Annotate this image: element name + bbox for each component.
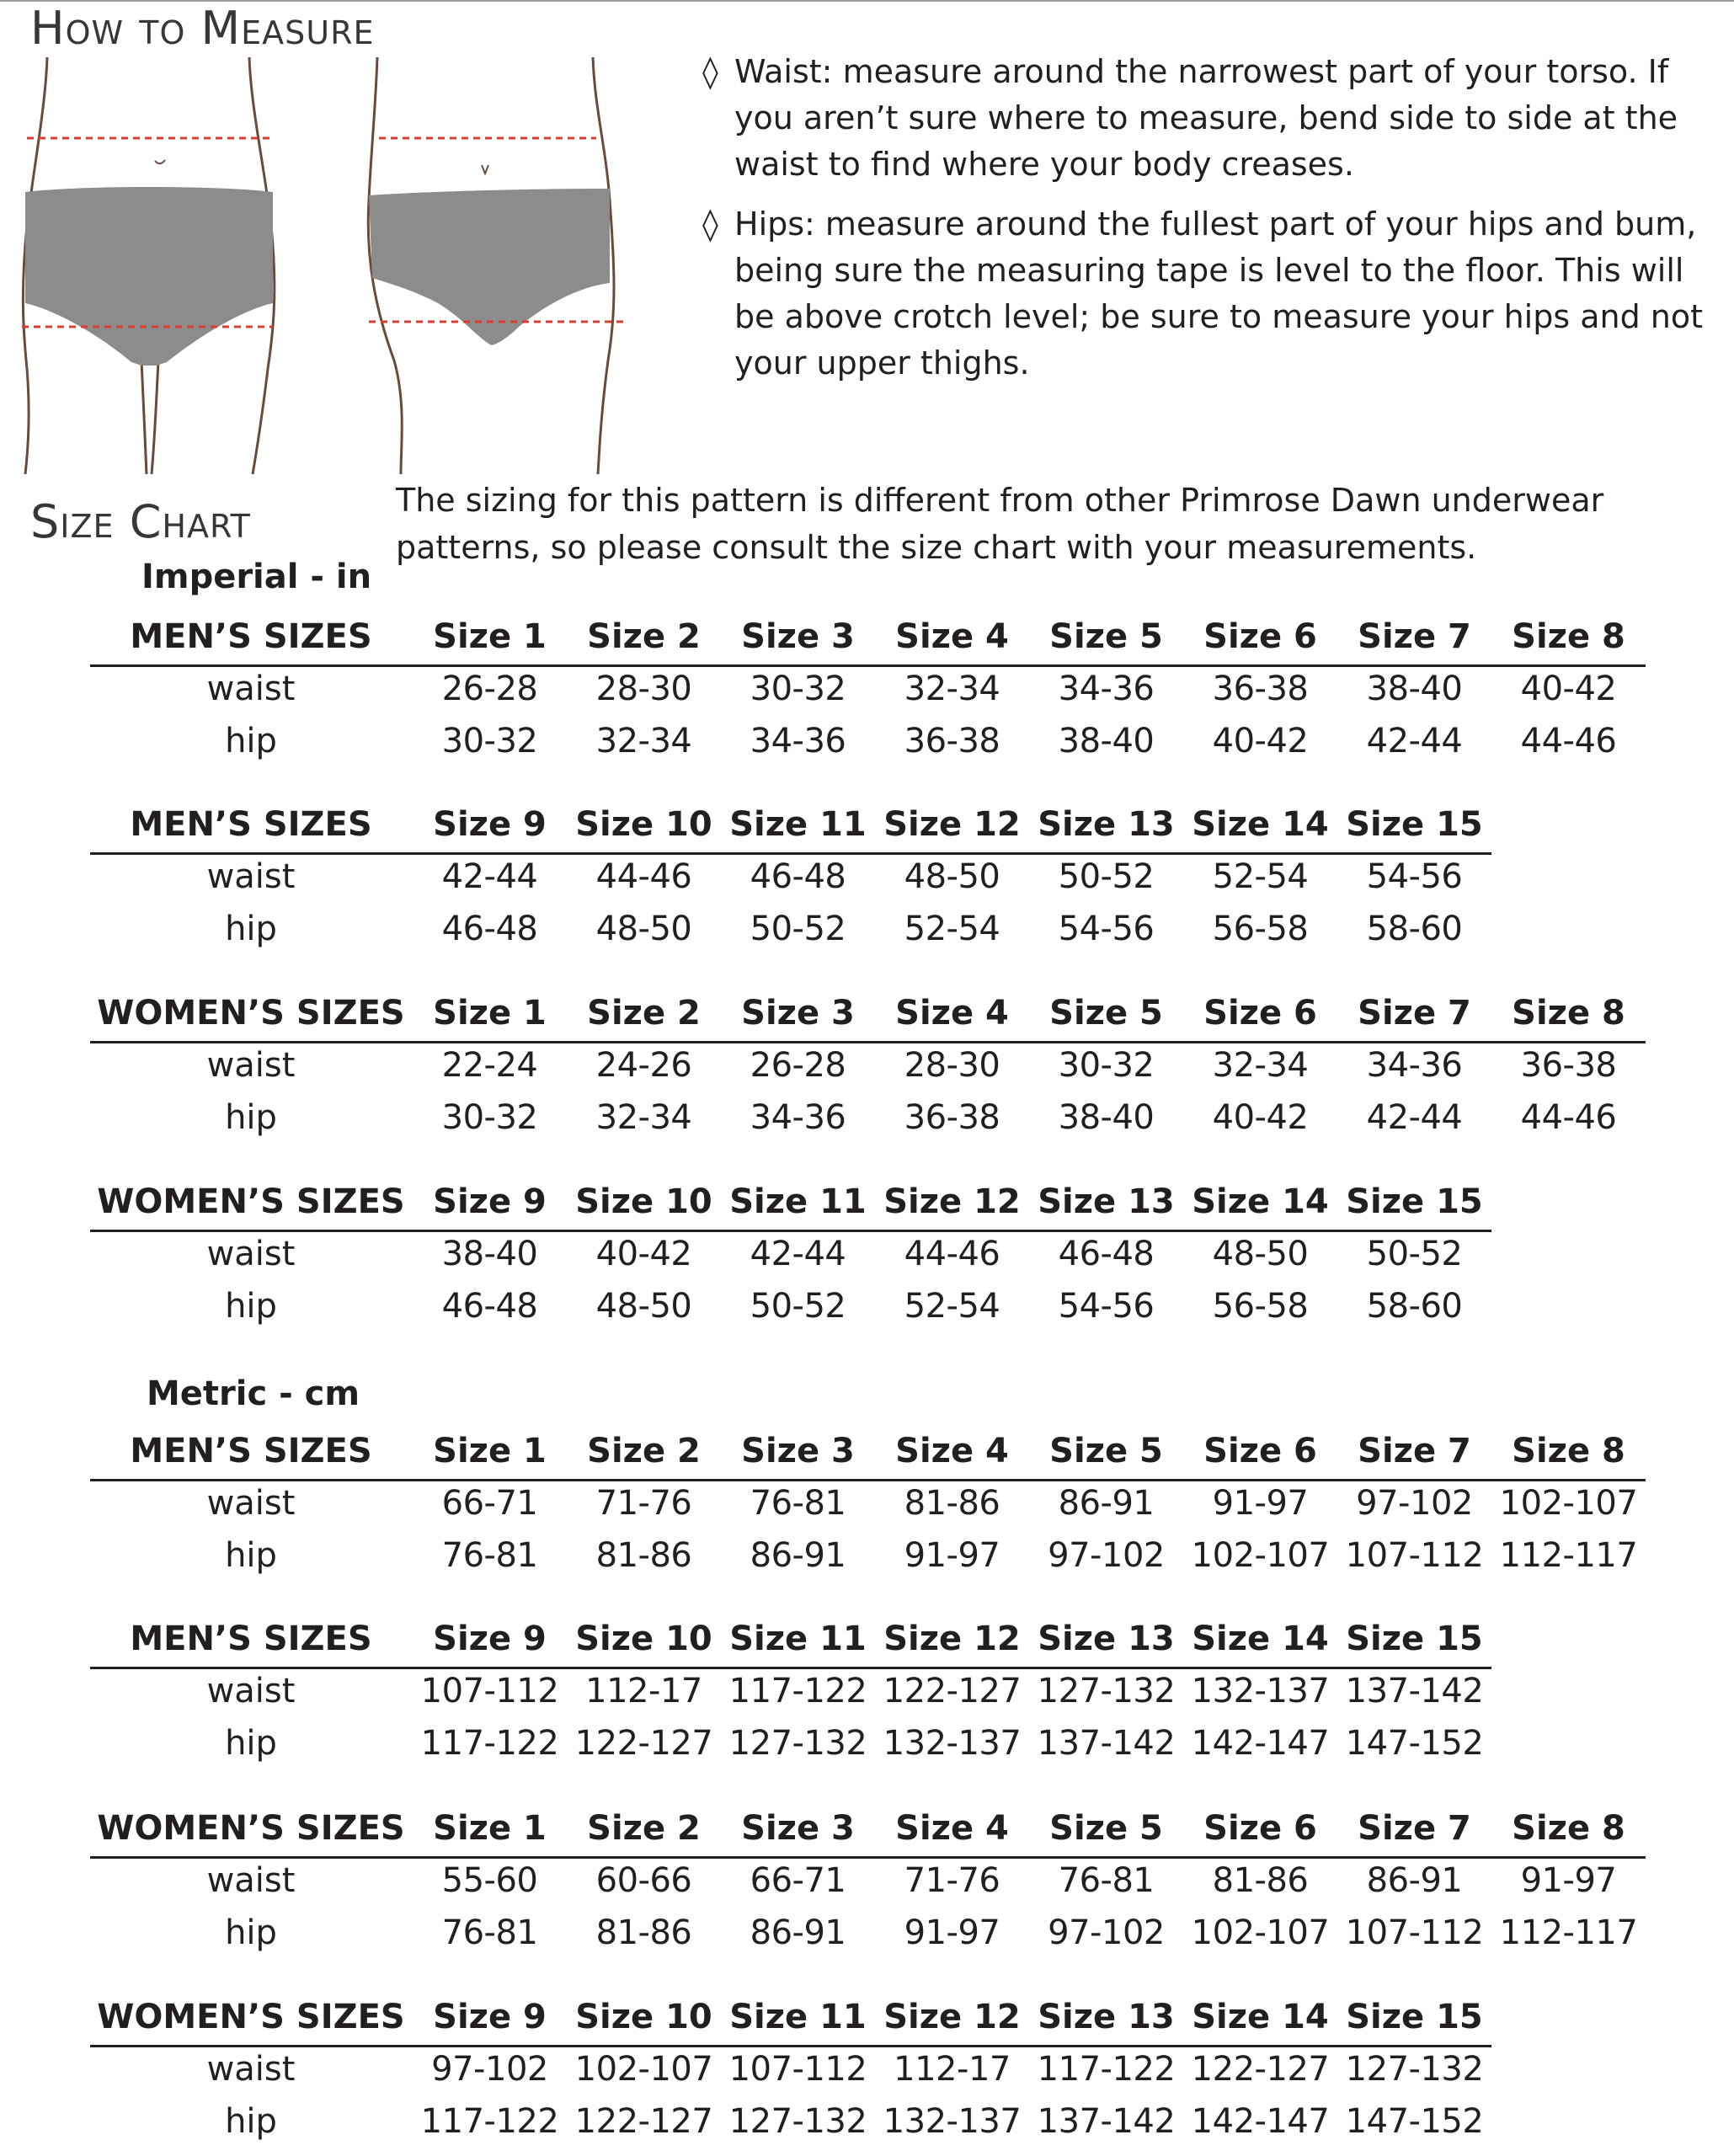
measurement-value: 34-36 bbox=[750, 722, 846, 760]
size-column-header: Size 6 bbox=[1203, 1809, 1317, 1848]
measurement-label: waist bbox=[206, 670, 296, 708]
measurement-value: 122-127 bbox=[574, 2102, 713, 2141]
size-table-header bbox=[0, 798, 1734, 851]
measurement-value: 112-17 bbox=[894, 2050, 1011, 2089]
measurement-value: 102-107 bbox=[1191, 1536, 1330, 1575]
measurement-value: 107-112 bbox=[1345, 1536, 1484, 1575]
size-column-header: Size 13 bbox=[1038, 1182, 1175, 1221]
measurement-value: 122-127 bbox=[1191, 2050, 1330, 2089]
size-column-header: Size 14 bbox=[1192, 1998, 1329, 2036]
size-column-header: Size 11 bbox=[729, 1998, 867, 2036]
table-row bbox=[0, 1717, 1734, 1769]
size-column-header: Size 2 bbox=[587, 1432, 701, 1470]
size-table-header bbox=[0, 987, 1734, 1039]
size-column-header: Size 12 bbox=[883, 805, 1021, 844]
size-column-header: Size 9 bbox=[433, 1182, 547, 1221]
diamond-bullet-icon: ◊ bbox=[702, 205, 718, 243]
size-column-header: Size 1 bbox=[433, 994, 547, 1033]
size-column-header: Size 15 bbox=[1346, 1998, 1483, 2036]
measurement-value: 127-132 bbox=[728, 1724, 867, 1763]
size-column-header: Size 3 bbox=[741, 994, 855, 1033]
size-column-header: Size 5 bbox=[1049, 994, 1163, 1033]
table-row bbox=[0, 715, 1734, 767]
measurement-value: 127-132 bbox=[1037, 1672, 1176, 1710]
size-column-header: Size 11 bbox=[729, 805, 867, 844]
measurement-value: 40-42 bbox=[1212, 1098, 1309, 1137]
measurement-value: 117-122 bbox=[1037, 2050, 1176, 2089]
measurement-label: hip bbox=[225, 1098, 277, 1137]
measurement-value: 142-147 bbox=[1191, 2102, 1330, 2141]
measurement-value: 117-122 bbox=[728, 1672, 867, 1710]
size-column-header: Size 12 bbox=[883, 1182, 1021, 1221]
size-column-header: Size 8 bbox=[1512, 994, 1625, 1033]
measurement-value: 86-91 bbox=[1058, 1484, 1155, 1523]
measurement-value: 34-36 bbox=[1058, 670, 1155, 708]
measurement-value: 52-54 bbox=[1212, 857, 1309, 896]
measurement-value: 97-102 bbox=[1048, 1536, 1165, 1575]
size-column-header: Size 13 bbox=[1038, 1620, 1175, 1658]
measurement-label: waist bbox=[206, 1235, 296, 1273]
size-table-title: MEN’S SIZES bbox=[130, 617, 372, 656]
table-row bbox=[0, 2043, 1734, 2095]
metric-unit-label: Metric - cm bbox=[147, 1374, 360, 1413]
measurement-value: 55-60 bbox=[441, 1861, 538, 1900]
measurement-value: 107-112 bbox=[1345, 1913, 1484, 1952]
measurement-value: 48-50 bbox=[595, 1287, 692, 1326]
measurement-value: 38-40 bbox=[1058, 722, 1155, 760]
measurement-value: 42-44 bbox=[1366, 1098, 1463, 1137]
measurement-value: 76-81 bbox=[441, 1913, 538, 1952]
measurement-label: hip bbox=[225, 1724, 277, 1763]
measurement-value: 107-112 bbox=[728, 2050, 867, 2089]
size-column-header: Size 6 bbox=[1203, 994, 1317, 1033]
size-column-header: Size 13 bbox=[1038, 805, 1175, 844]
measurement-value: 91-97 bbox=[1212, 1484, 1309, 1523]
measurement-value: 48-50 bbox=[1212, 1235, 1309, 1273]
measurement-value: 91-97 bbox=[1520, 1861, 1617, 1900]
size-table-header bbox=[0, 1613, 1734, 1665]
measurement-instructions bbox=[702, 49, 1721, 400]
hips-instruction bbox=[702, 201, 1721, 387]
measurement-value: 137-142 bbox=[1037, 2102, 1176, 2141]
measurement-value: 32-34 bbox=[595, 722, 692, 760]
measurement-value: 44-46 bbox=[1520, 1098, 1617, 1137]
size-column-header: Size 4 bbox=[895, 1432, 1009, 1470]
measurement-value: 76-81 bbox=[441, 1536, 538, 1575]
measurement-value: 107-112 bbox=[420, 1672, 559, 1710]
measurement-value: 34-36 bbox=[1366, 1046, 1463, 1085]
size-column-header: Size 8 bbox=[1512, 1432, 1625, 1470]
measurement-value: 127-132 bbox=[728, 2102, 867, 2141]
measurement-label: waist bbox=[206, 1484, 296, 1523]
measurement-value: 24-26 bbox=[595, 1046, 692, 1085]
measurement-value: 32-34 bbox=[595, 1098, 692, 1137]
measurement-value: 30-32 bbox=[1058, 1046, 1155, 1085]
measurement-value: 66-71 bbox=[441, 1484, 538, 1523]
table-row bbox=[0, 1529, 1734, 1582]
measurement-value: 132-137 bbox=[1191, 1672, 1330, 1710]
size-column-header: Size 7 bbox=[1358, 1432, 1471, 1470]
measurement-value: 38-40 bbox=[441, 1235, 538, 1273]
measurement-value: 34-36 bbox=[750, 1098, 846, 1137]
measurement-label: hip bbox=[225, 1536, 277, 1575]
size-column-header: Size 4 bbox=[895, 1809, 1009, 1848]
measurement-label: waist bbox=[206, 2050, 296, 2089]
measurement-value: 102-107 bbox=[1191, 1913, 1330, 1952]
measurement-value: 50-52 bbox=[750, 1287, 846, 1326]
measurement-value: 112-117 bbox=[1499, 1913, 1638, 1952]
measurement-value: 97-102 bbox=[431, 2050, 548, 2089]
measurement-value: 22-24 bbox=[441, 1046, 538, 1085]
measurement-value: 54-56 bbox=[1366, 857, 1463, 896]
measurement-value: 42-44 bbox=[441, 857, 538, 896]
measurement-value: 52-54 bbox=[904, 1287, 1000, 1326]
measurement-value: 40-42 bbox=[1212, 722, 1309, 760]
measurement-label: hip bbox=[225, 910, 277, 948]
measurement-value: 32-34 bbox=[904, 670, 1000, 708]
size-column-header: Size 9 bbox=[433, 1998, 547, 2036]
measurement-value: 117-122 bbox=[420, 1724, 559, 1763]
measurement-value: 44-46 bbox=[595, 857, 692, 896]
size-column-header: Size 2 bbox=[587, 994, 701, 1033]
measurement-value: 52-54 bbox=[904, 910, 1000, 948]
size-column-header: Size 10 bbox=[575, 1182, 712, 1221]
table-row bbox=[0, 1039, 1734, 1091]
size-column-header: Size 10 bbox=[575, 1998, 712, 2036]
size-column-header: Size 1 bbox=[433, 1809, 547, 1848]
size-column-header: Size 8 bbox=[1512, 617, 1625, 656]
measurement-value: 60-66 bbox=[595, 1861, 692, 1900]
table-row bbox=[0, 851, 1734, 903]
size-table-header bbox=[0, 1425, 1734, 1477]
measurement-value: 48-50 bbox=[904, 857, 1000, 896]
measurement-value: 127-132 bbox=[1345, 2050, 1484, 2089]
size-column-header: Size 14 bbox=[1192, 805, 1329, 844]
measurement-value: 91-97 bbox=[904, 1913, 1000, 1952]
size-column-header: Size 15 bbox=[1346, 1182, 1483, 1221]
size-column-header: Size 13 bbox=[1038, 1998, 1175, 2036]
size-chart-title: Size Chart bbox=[30, 495, 251, 548]
measurement-value: 66-71 bbox=[750, 1861, 846, 1900]
measurement-label: waist bbox=[206, 1672, 296, 1710]
size-column-header: Size 3 bbox=[741, 1432, 855, 1470]
measurement-value: 48-50 bbox=[595, 910, 692, 948]
table-row bbox=[0, 903, 1734, 955]
size-table-header bbox=[0, 1802, 1734, 1854]
size-column-header: Size 14 bbox=[1192, 1182, 1329, 1221]
size-column-header: Size 6 bbox=[1203, 1432, 1317, 1470]
measurement-value: 132-137 bbox=[883, 2102, 1022, 2141]
measurement-value: 91-97 bbox=[904, 1536, 1000, 1575]
table-row bbox=[0, 1091, 1734, 1144]
how-to-measure-title: How to Measure bbox=[30, 2, 375, 55]
measurement-value: 142-147 bbox=[1191, 1724, 1330, 1763]
table-row bbox=[0, 1280, 1734, 1332]
size-table-title: WOMEN’S SIZES bbox=[97, 994, 405, 1033]
measurement-value: 112-117 bbox=[1499, 1536, 1638, 1575]
measurement-value: 42-44 bbox=[750, 1235, 846, 1273]
size-column-header: Size 10 bbox=[575, 805, 712, 844]
measurement-value: 76-81 bbox=[750, 1484, 846, 1523]
size-column-header: Size 11 bbox=[729, 1620, 867, 1658]
measurement-value: 50-52 bbox=[750, 910, 846, 948]
table-row bbox=[0, 1228, 1734, 1280]
measurement-value: 26-28 bbox=[750, 1046, 846, 1085]
measurement-value: 30-32 bbox=[441, 1098, 538, 1137]
measurement-value: 102-107 bbox=[1499, 1484, 1638, 1523]
measurement-value: 122-127 bbox=[883, 1672, 1022, 1710]
measurement-value: 54-56 bbox=[1058, 1287, 1155, 1326]
measurement-value: 76-81 bbox=[1058, 1861, 1155, 1900]
measurement-value: 44-46 bbox=[1520, 722, 1617, 760]
waist-instruction bbox=[702, 49, 1721, 188]
measurement-value: 46-48 bbox=[1058, 1235, 1155, 1273]
imperial-unit-label: Imperial - in bbox=[141, 558, 372, 596]
measurement-value: 147-152 bbox=[1345, 2102, 1484, 2141]
measurement-value: 86-91 bbox=[750, 1913, 846, 1952]
measurement-value: 36-38 bbox=[904, 1098, 1000, 1137]
measurement-value: 56-58 bbox=[1212, 910, 1309, 948]
measurement-value: 81-86 bbox=[1212, 1861, 1309, 1900]
measurement-value: 137-142 bbox=[1037, 1724, 1176, 1763]
measurement-value: 71-76 bbox=[904, 1861, 1000, 1900]
measurement-value: 97-102 bbox=[1356, 1484, 1473, 1523]
measurement-value: 44-46 bbox=[904, 1235, 1000, 1273]
measurement-value: 30-32 bbox=[441, 722, 538, 760]
size-column-header: Size 5 bbox=[1049, 1432, 1163, 1470]
size-column-header: Size 11 bbox=[729, 1182, 867, 1221]
back-body-illustration bbox=[354, 57, 640, 482]
diamond-bullet-icon: ◊ bbox=[702, 53, 718, 90]
measurement-label: hip bbox=[225, 1913, 277, 1952]
size-table-title: WOMEN’S SIZES bbox=[97, 1809, 405, 1848]
measurement-value: 81-86 bbox=[904, 1484, 1000, 1523]
measurement-label: waist bbox=[206, 1861, 296, 1900]
measurement-value: 86-91 bbox=[1366, 1861, 1463, 1900]
measurement-value: 26-28 bbox=[441, 670, 538, 708]
size-table-header bbox=[0, 611, 1734, 663]
measurement-value: 56-58 bbox=[1212, 1287, 1309, 1326]
measurement-value: 122-127 bbox=[574, 1724, 713, 1763]
measurement-label: waist bbox=[206, 857, 296, 896]
front-body-illustration bbox=[15, 57, 285, 482]
table-row bbox=[0, 1665, 1734, 1717]
measurement-label: hip bbox=[225, 722, 277, 760]
measurement-value: 46-48 bbox=[441, 1287, 538, 1326]
measurement-value: 36-38 bbox=[904, 722, 1000, 760]
size-column-header: Size 5 bbox=[1049, 1809, 1163, 1848]
measurement-label: hip bbox=[225, 2102, 277, 2141]
measurement-value: 28-30 bbox=[904, 1046, 1000, 1085]
measurement-value: 102-107 bbox=[574, 2050, 713, 2089]
measurement-value: 50-52 bbox=[1366, 1235, 1463, 1273]
measurement-value: 36-38 bbox=[1212, 670, 1309, 708]
size-column-header: Size 2 bbox=[587, 617, 701, 656]
table-row bbox=[0, 1907, 1734, 1959]
measurement-value: 28-30 bbox=[595, 670, 692, 708]
size-column-header: Size 7 bbox=[1358, 617, 1471, 656]
measurement-value: 117-122 bbox=[420, 2102, 559, 2141]
measurement-value: 71-76 bbox=[595, 1484, 692, 1523]
size-column-header: Size 12 bbox=[883, 1998, 1021, 2036]
measurement-value: 46-48 bbox=[750, 857, 846, 896]
measurement-value: 86-91 bbox=[750, 1536, 846, 1575]
measurement-value: 32-34 bbox=[1212, 1046, 1309, 1085]
table-row bbox=[0, 2095, 1734, 2148]
size-column-header: Size 3 bbox=[741, 617, 855, 656]
size-column-header: Size 5 bbox=[1049, 617, 1163, 656]
measurement-value: 30-32 bbox=[750, 670, 846, 708]
measurement-value: 38-40 bbox=[1366, 670, 1463, 708]
size-column-header: Size 6 bbox=[1203, 617, 1317, 656]
measurement-value: 81-86 bbox=[595, 1536, 692, 1575]
size-column-header: Size 9 bbox=[433, 805, 547, 844]
measurement-value: 50-52 bbox=[1058, 857, 1155, 896]
size-column-header: Size 3 bbox=[741, 1809, 855, 1848]
size-table-title: WOMEN’S SIZES bbox=[97, 1998, 405, 2036]
size-column-header: Size 2 bbox=[587, 1809, 701, 1848]
measurement-value: 42-44 bbox=[1366, 722, 1463, 760]
size-column-header: Size 9 bbox=[433, 1620, 547, 1658]
measurement-value: 36-38 bbox=[1520, 1046, 1617, 1085]
size-column-header: Size 4 bbox=[895, 994, 1009, 1033]
measurement-value: 54-56 bbox=[1058, 910, 1155, 948]
waist-instruction-text: Waist: measure around the narrowest part of your torso. If you aren’t sure where to measure, bend side to side at the waist to find where your body creases. bbox=[734, 53, 1678, 183]
size-table-title: MEN’S SIZES bbox=[130, 805, 372, 844]
hips-instruction-text: Hips: measure around the fullest part of your hips and bum, being sure the measuring tape is level to the floor. This will be above crotch level; be sure to measure your hips and not your upper thighs. bbox=[734, 205, 1704, 382]
measurement-label: hip bbox=[225, 1287, 277, 1326]
size-table-title: WOMEN’S SIZES bbox=[97, 1182, 405, 1221]
measurement-value: 38-40 bbox=[1058, 1098, 1155, 1137]
table-row bbox=[0, 663, 1734, 715]
measurement-value: 40-42 bbox=[595, 1235, 692, 1273]
size-column-header: Size 15 bbox=[1346, 805, 1483, 844]
size-table-header bbox=[0, 1991, 1734, 2043]
measurement-label: waist bbox=[206, 1046, 296, 1085]
size-column-header: Size 12 bbox=[883, 1620, 1021, 1658]
measurement-value: 58-60 bbox=[1366, 910, 1463, 948]
measurement-value: 81-86 bbox=[595, 1913, 692, 1952]
table-row bbox=[0, 1854, 1734, 1907]
size-table-title: MEN’S SIZES bbox=[130, 1432, 372, 1470]
size-column-header: Size 15 bbox=[1346, 1620, 1483, 1658]
measurement-value: 40-42 bbox=[1520, 670, 1617, 708]
measurement-value: 147-152 bbox=[1345, 1724, 1484, 1763]
size-table-title: MEN’S SIZES bbox=[130, 1620, 372, 1658]
size-column-header: Size 14 bbox=[1192, 1620, 1329, 1658]
measurement-value: 132-137 bbox=[883, 1724, 1022, 1763]
measurement-value: 112-17 bbox=[585, 1672, 702, 1710]
size-column-header: Size 10 bbox=[575, 1620, 712, 1658]
measurement-value: 97-102 bbox=[1048, 1913, 1165, 1952]
size-column-header: Size 8 bbox=[1512, 1809, 1625, 1848]
size-table-header bbox=[0, 1176, 1734, 1228]
measurement-value: 46-48 bbox=[441, 910, 538, 948]
size-column-header: Size 7 bbox=[1358, 994, 1471, 1033]
sizing-note: The sizing for this pattern is different from other Primrose Dawn underwear patterns, so please consult the size chart with your measurements. bbox=[396, 482, 1604, 566]
size-column-header: Size 4 bbox=[895, 617, 1009, 656]
table-row bbox=[0, 1477, 1734, 1529]
size-column-header: Size 7 bbox=[1358, 1809, 1471, 1848]
measurement-value: 137-142 bbox=[1345, 1672, 1484, 1710]
size-column-header: Size 1 bbox=[433, 617, 547, 656]
size-column-header: Size 1 bbox=[433, 1432, 547, 1470]
measurement-value: 58-60 bbox=[1366, 1287, 1463, 1326]
